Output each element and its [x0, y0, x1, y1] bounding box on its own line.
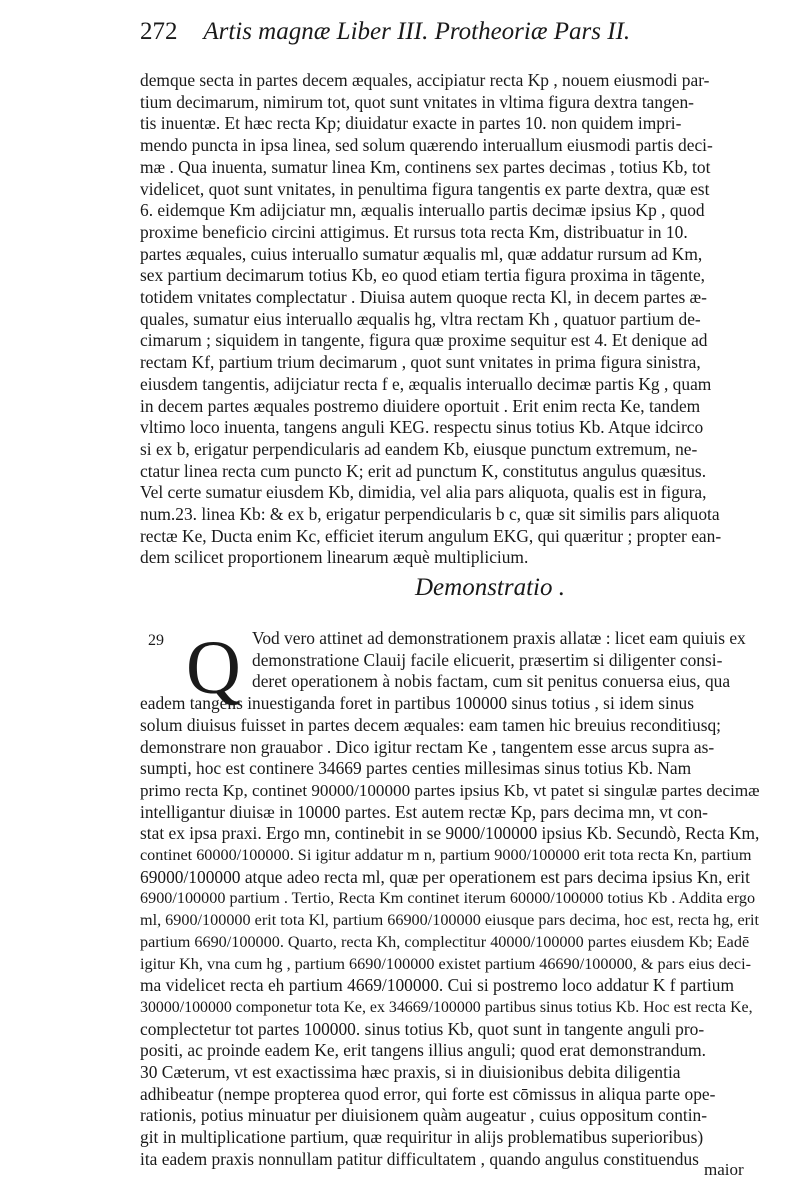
text-line: dem scilicet proportionem linearum æquè multiplicium.: [140, 547, 529, 568]
text-line: cimarum ; siquidem in tangente, figura quæ proxime sequitur est 4. Et denique ad: [140, 330, 708, 351]
text-line: videlicet, quot sunt vnitates, in penultima figura tangentis ex parte dextra, quæ est: [140, 178, 710, 199]
catchword: maior: [704, 1160, 744, 1179]
text-line: git in multiplicatione partium, quæ requiritur in alijs problematibus superioribus): [140, 1127, 704, 1148]
text-line: stat ex ipsa praxi. Ergo mn, continebit in se 9000/100000 ipsius Kb. Secundò, Recta Km,: [140, 823, 760, 844]
text-line: in decem partes æquales postremo diuidere oportuit . Erit enim recta Ke, tandem: [140, 395, 701, 416]
text-line: mendo puncta in ipsa linea, sed solum quærendo interuallum eiusmodi partis deci-: [140, 135, 713, 156]
text-line: rationis, potius minuatur per diuisionem quàm augeatur , cuius oppositum contin-: [140, 1105, 708, 1126]
text-line: demonstrare non grauabor . Dico igitur rectam Ke , tangentem esse arcus supra as-: [140, 736, 715, 757]
text-line: totidem vnitates complectatur . Diuisa autem quoque recta Kl, in decem partes æ-: [140, 287, 707, 308]
text-line: si ex b, erigatur perpendicularis ad eandem Kb, eiusque punctum extremum, ne-: [140, 438, 698, 459]
text-line: positi, ac proinde eadem Ke, erit tangens illius anguli; quod erat demonstrandum.: [140, 1040, 707, 1061]
text-line: demque secta in partes decem æquales, accipiatur recta Kp , nouem eiusmodi par-: [140, 70, 710, 90]
text-line: vltimo loco inuenta, tangens anguli KEG. respectu sinus totius Kb. Atque idcirco: [140, 417, 704, 438]
text-line: proxime beneficio circini attigimus. Et rursus tota recta Km, distribuatur in 10.: [140, 221, 688, 242]
text-line: sex partium decimarum totius Kb, eo quod etiam tertia figura proxima in tāgente,: [140, 265, 706, 286]
text-line: tium decimarum, nimirum tot, quot sunt vnitates in vltima figura dextra tangen-: [140, 91, 694, 112]
text-line: solum diuisus fuisset in partes decem æquales: eam tamen hic breuius reconditiusq;: [140, 714, 722, 735]
text-line: eiusdem tangentis, adijciatur recta f e, æqualis interuallo decimæ partis Kg , quam: [140, 373, 712, 394]
text-line: partes æquales, cuius interuallo sumatur æqualis ml, quæ addatur rursum ad Km,: [140, 243, 703, 264]
text-line: partium 6690/100000. Quarto, recta Kh, complectitur 40000/100000 partes eiusdem Kb; Eadē: [140, 932, 750, 951]
text-line: deret operationem à nobis factam, cum sit penitus conuersa eius, qua: [252, 671, 731, 692]
text-line: 69000/100000 atque adeo recta ml, quæ per operationem est pars decima ipsius Kn, erit: [140, 866, 750, 887]
text-line: Vod vero attinet ad demonstrationem praxis allatæ : licet eam quiuis ex: [252, 628, 746, 648]
text-line: 6. eidemque Km adijciatur mn, æqualis interuallo partis decimæ ipsius Kp , quod: [140, 200, 705, 221]
text-line: demonstratione Clauij facile elicuerit, præsertim si diligenter consi-: [252, 649, 723, 670]
text-line: ita eadem praxis nonnullam patitur difficultatem , quando angulus constituendus: [140, 1148, 699, 1169]
text-line: eadem tangens inuestiganda foret in partibus 100000 sinus totius , si idem sinus: [140, 693, 695, 714]
text-line: primo recta Kp, continet 90000/100000 partes ipsius Kb, vt patet si singulæ partes decimæ: [140, 780, 760, 800]
text-line: 6900/100000 partium . Tertio, Recta Km continet iterum 60000/100000 totius Kb . Addita ergo: [140, 889, 756, 908]
text-line: 30000/100000 componetur tota Ke, ex 34669/100000 partibus sinus totius Kb. Hoc est recta Ke,: [140, 998, 753, 1016]
text-line: igitur Kh, vna cum hg , partium 6690/100000 existet partium 46690/100000, & pars eius deci-: [140, 954, 751, 973]
running-header: [140, 18, 700, 46]
text-line: ctatur linea recta cum puncto K; erit ad punctum K, constitutus angulus quæsitus.: [140, 460, 707, 481]
text-block-bottom: [140, 628, 760, 1171]
text-line: mæ . Qua inuenta, sumatur linea Km, continens sex partes decimas , totius Kb, tot: [140, 156, 711, 177]
text-line: ml, 6900/100000 erit tota Kl, partium 66900/100000 eiusque pars decima, hoc est, recta hg, erit: [140, 911, 760, 930]
running-title: Artis magnæ Liber III. Protheoriæ Pars II.: [203, 18, 631, 45]
text-line: rectam Kf, partium trium decimarum , quot sunt vnitates in prima figura sinistra,: [140, 352, 701, 373]
text-line: Vel certe sumatur eiusdem Kb, dimidia, vel alia pars aliquota, qualis est in figura,: [140, 482, 707, 503]
text-line: sumpti, hoc est continere 34669 partes centies millesimas sinus totius Kb. Nam: [140, 758, 692, 779]
text-line: intelligantur diuisæ in 10000 partes. Est autem rectæ Kp, pars decima mn, vt con-: [140, 801, 708, 822]
page-number: 272: [140, 18, 178, 45]
text-line: adhibeatur (nempe propterea quod error, qui forte est cōmissus in aliqua parte ope-: [140, 1083, 716, 1104]
text-line: ma videlicet recta eh partium 4669/100000. Cui si postremo loco addatur K f partium: [140, 975, 735, 996]
text-line: quales, sumatur eius interuallo æqualis hg, vltra rectam Kh , quatuor partium de-: [140, 308, 701, 329]
text-block-top: [140, 70, 760, 569]
drop-cap: Q: [186, 626, 241, 710]
text-line: rectæ Ke, Ducta enim Kc, efficiet iterum angulum EKG, qui quæritur ; propter ean-: [140, 525, 722, 546]
text-line: 30 Cæterum, vt est exactissima hæc praxis, si in diuisionibus debita diligentia: [140, 1062, 681, 1083]
text-line: tis inuentæ. Et hæc recta Kp; diuidatur exacte in partes 10. non quidem impri-: [140, 113, 682, 134]
section-heading: Demonstratio .: [415, 574, 565, 601]
text-line: complectetur tot partes 100000. sinus totius Kb, quot sunt in tangente anguli pro-: [140, 1018, 705, 1039]
section-number: 29: [148, 632, 164, 649]
text-line: num.23. linea Kb: & ex b, erigatur perpendicularis b c, quæ sit similis pars aliquota: [140, 504, 720, 525]
text-line: continet 60000/100000. Si igitur addatur m n, partium 9000/100000 erit tota recta Kn, partium: [140, 846, 752, 865]
